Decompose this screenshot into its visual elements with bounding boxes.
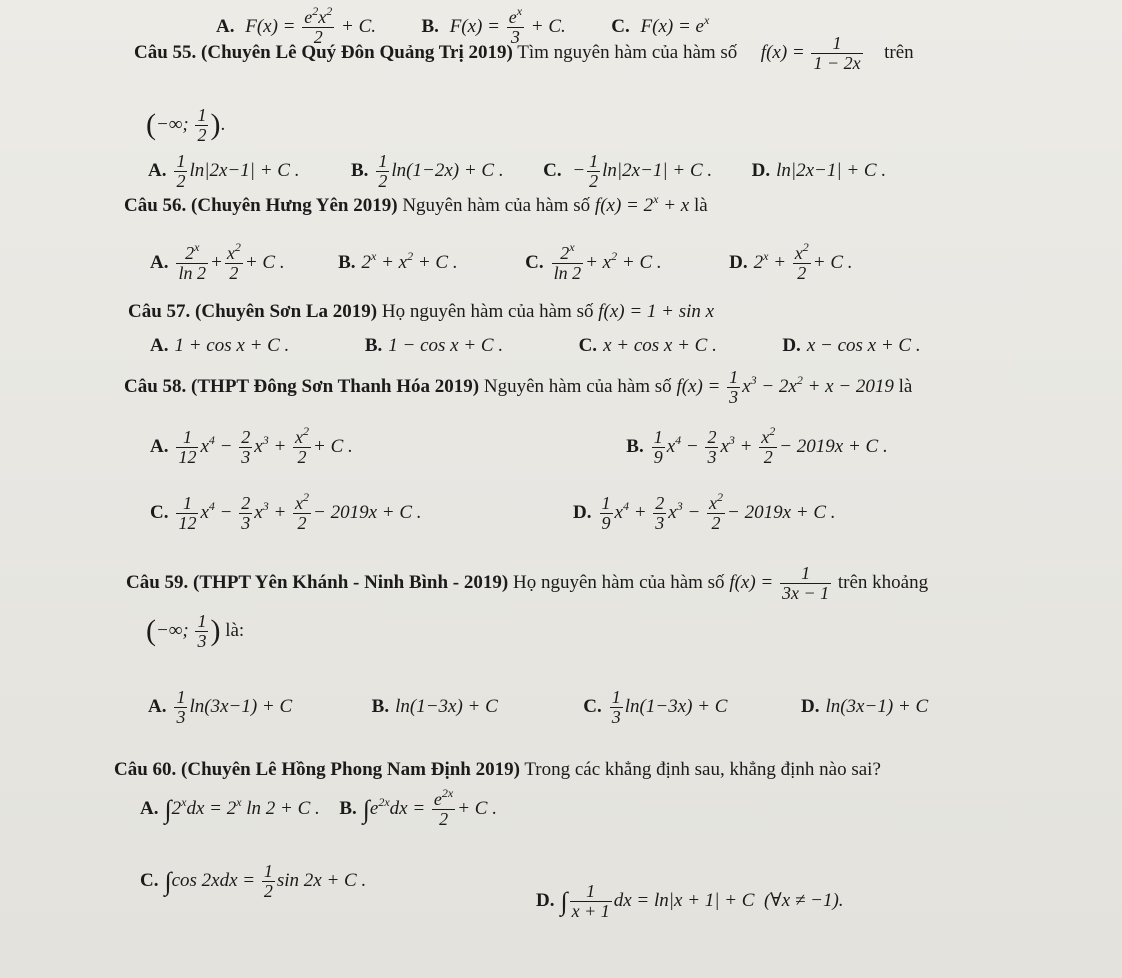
question-source: (THPT Đông Sơn Thanh Hóa 2019): [191, 375, 480, 397]
question-60: [114, 760, 881, 779]
question-56: [124, 192, 708, 216]
question-text: Họ nguyên hàm của hàm số: [512, 571, 725, 593]
question-source: (Chuyên Sơn La 2019): [195, 301, 378, 322]
question-58: [124, 368, 912, 407]
question-tail: là: [898, 375, 913, 397]
question-57: [128, 302, 714, 321]
question-59: [126, 564, 928, 603]
question-number: Câu 58.: [124, 375, 187, 397]
question-57-options: A. 1 + cos x + C . B. 1 − cos x + C . C. x + cos x + C . D. x − cos x + C .: [150, 335, 921, 356]
question-text: Nguyên hàm của hàm số: [483, 375, 672, 397]
question-text: Tìm nguyên hàm của hàm số: [517, 41, 738, 63]
question-55: [134, 34, 914, 73]
question-source: (THPT Yên Khánh - Ninh Bình - 2019): [193, 571, 509, 593]
question-59-options: A. $\frac{1}{3}$ ln(3x−1) + C B. ln(1−3x) + C C. $\frac{1}{3}$ ln(1−3x) + C D. ln(3x−1) + C: [148, 687, 929, 727]
question-number: Câu 55.: [134, 41, 197, 63]
question-text: Trong các khẳng định sau, khẳng định nào sai?: [524, 759, 881, 780]
option-a-math: F(x) = $\frac{e^2x^2}{2}$ + C.: [245, 4, 376, 47]
question-number: Câu 59.: [126, 571, 189, 593]
option-b-math: F(x) = $\frac{e^x}{3}$ + C.: [449, 4, 566, 47]
question-function: f(x) = $\frac{1}{3}$ $x^3 - 2x^2 + x - 2019$: [676, 367, 899, 407]
question-number: Câu 56.: [124, 195, 187, 216]
question-59-interval: (−∞; $\frac{1}{3}$ ) là:: [146, 611, 245, 651]
question-tail: trên: [884, 41, 914, 63]
interval-tail: là:: [225, 619, 245, 641]
question-tail: là: [693, 195, 708, 216]
question-number: Câu 57.: [128, 301, 191, 322]
question-55-interval: (−∞; $\frac{1}{2}$ ).: [146, 105, 226, 145]
question-source: (Chuyên Hưng Yên 2019): [191, 195, 398, 216]
option-b-label: B.: [421, 15, 439, 37]
question-56-options: A. $\frac{2^x}{\ln 2}$ + $\frac{x^2}{2}$ + C . B. $2^x + x^2 + C$ . C. $\frac{2^x}{\ln 2}$ + $x^2 + C$ . D. $2^x$ + $\frac{x^2}{2}$ + C .: [150, 240, 853, 283]
question-source: (Chuyên Lê Hồng Phong Nam Định 2019): [181, 759, 520, 780]
question-function: f(x) = $\frac{1}{3x - 1}$: [729, 563, 830, 603]
question-60-options-ab: A. $\int 2^xdx = 2^x$ ln 2 + C . B. $\int e^{2x}dx$ = $\frac{e^{2x}}{2}$ + C .: [140, 786, 497, 829]
question-source: (Chuyên Lê Quý Đôn Quảng Trị 2019): [201, 41, 513, 63]
option-a-label: A.: [216, 15, 235, 37]
question-tail: trên khoảng: [837, 571, 929, 593]
question-55-options: A. $\frac{1}{2}$ ln|2x−1| + C . B. $\frac{1}{2}$ ln(1−2x) + C . C. − $\frac{1}{2}$ ln|2x−1| + C . D. ln|2x−1| + C .: [148, 151, 887, 191]
question-function: f(x) = 1 + sin x: [598, 301, 715, 322]
option-c-label: C.: [611, 15, 630, 37]
question-number: Câu 60.: [114, 759, 177, 780]
question-text: Nguyên hàm của hàm số: [402, 195, 591, 216]
question-60-option-d: D. ∫ $\frac{1}{x + 1}$ dx = ln|x + 1| + C (∀x ≠ −1).: [536, 881, 844, 921]
question-60-option-c: C. ∫cos 2xdx = $\frac{1}{2}$ sin 2x + C .: [140, 861, 367, 901]
question-58-options-ab: A. $\frac{1}{12}$ $x^4$ − $\frac{2}{3}$ $x^3$ + $\frac{x^2}{2}$ + C . B. $\frac{1}{9}$ $x^4$ − $\frac{2}{3}$ $x^3$ + $\frac{x^2}{2}$ − 2019x + C .: [150, 424, 888, 467]
question-text: Họ nguyên hàm của hàm số: [381, 301, 594, 322]
question-function: f(x) = $\frac{1}{1 - 2x}$: [760, 33, 861, 73]
question-58-options-cd: C. $\frac{1}{12}$ $x^4$ − $\frac{2}{3}$ $x^3$ + $\frac{x^2}{2}$ − 2019x + C . D. $\frac{1}{9}$ $x^4$ + $\frac{2}{3}$ $x^3$ − $\frac{x^2}{2}$ − 2019x + C .: [150, 490, 836, 533]
option-c-math: $F(x) = e^x$: [640, 12, 710, 37]
question-function: $f(x) = 2^x + x$: [594, 192, 694, 216]
